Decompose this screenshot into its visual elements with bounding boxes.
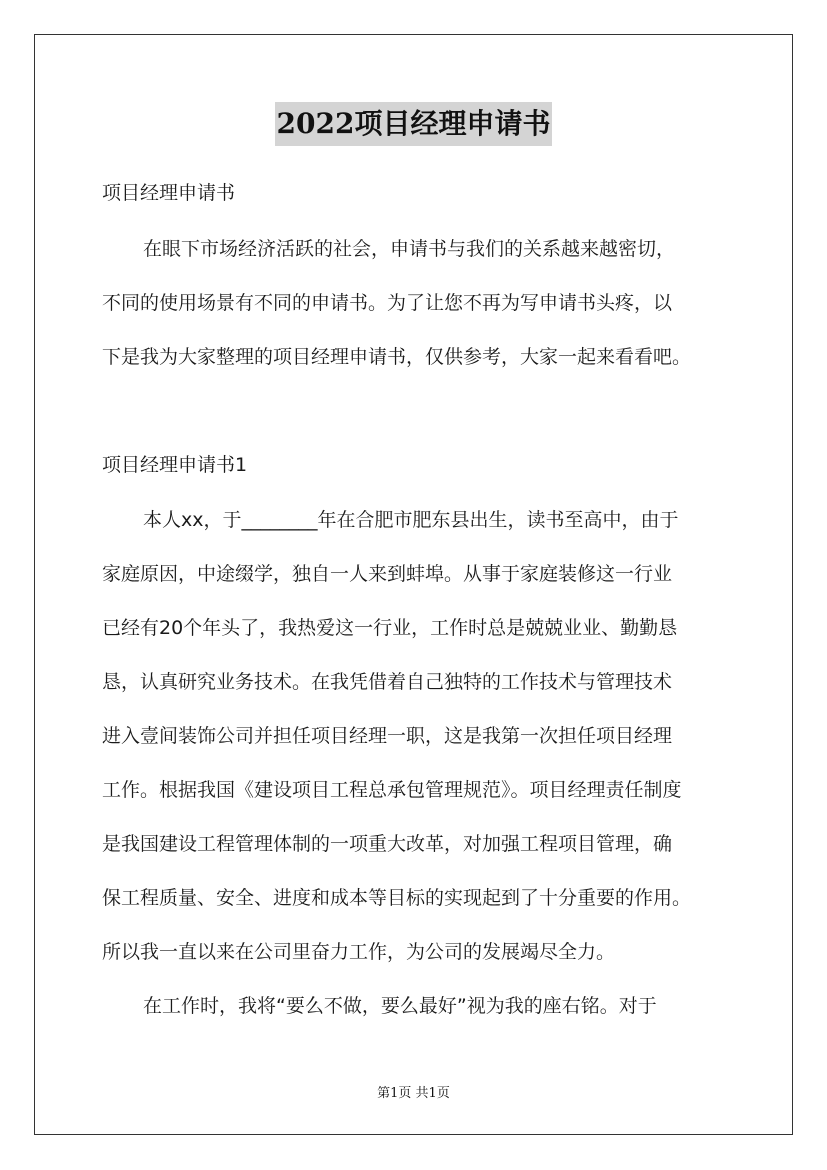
- intro-line: 不同的使用场景有不同的申请书。为了让您不再为写申请书头疼，以: [102, 292, 673, 314]
- body-line: 家庭原因，中途缀学，独自一人来到蚌埠。从事于家庭装修这一行业: [102, 563, 673, 585]
- body-line: 恳，认真研究业务技术。在我凭借着自己独特的工作技术与管理技术: [102, 671, 673, 693]
- page-footer: 第1页 共1页: [377, 1086, 450, 1101]
- document-title: 2022项目经理申请书: [275, 102, 553, 146]
- body-line: 所以我一直以来在公司里奋力工作，为公司的发展竭尽全力。: [102, 941, 616, 963]
- body-line: 在工作时，我将“要么不做，要么最好”视为我的座右铭。对于: [143, 995, 657, 1017]
- body-line: 本人xx，于________年在合肥市肥东县出生，读书至高中，由于: [143, 509, 679, 531]
- document-subtitle: 项目经理申请书: [102, 182, 236, 204]
- intro-line: 下是我为大家整理的项目经理申请书，仅供参考，大家一起来看看吧。: [102, 346, 692, 368]
- body-line: 已经有20个年头了，我热爱这一行业，工作时总是兢兢业业、勤勤恳: [102, 617, 678, 639]
- section-heading: 项目经理申请书1: [102, 454, 248, 476]
- body-line: 工作。根据我国《建设项目工程总承包管理规范》。项目经理责任制度: [102, 779, 682, 801]
- body-line: 保工程质量、安全、进度和成本等目标的实现起到了十分重要的作用。: [102, 887, 692, 909]
- body-line: 进入壹间装饰公司并担任项目经理一职，这是我第一次担任项目经理: [102, 725, 673, 747]
- intro-line: 在眼下市场经济活跃的社会，申请书与我们的关系越来越密切，: [143, 238, 676, 260]
- body-line: 是我国建设工程管理体制的一项重大改革，对加强工程项目管理，确: [102, 833, 673, 855]
